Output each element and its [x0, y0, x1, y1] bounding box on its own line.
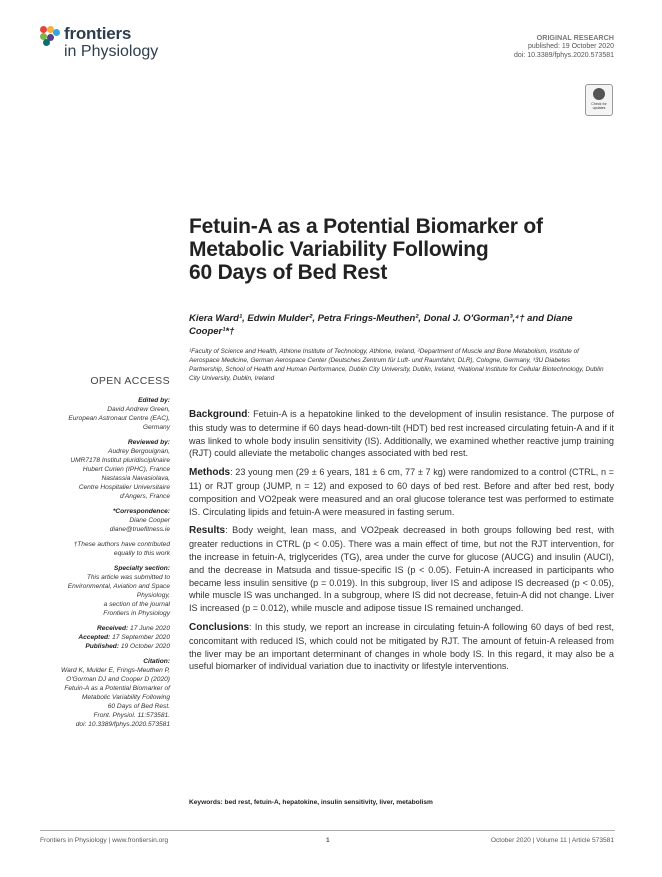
footer-journal-link[interactable]: Frontiers in Physiology | www.frontiersin.org — [40, 837, 169, 844]
results-text: : Body weight, lean mass, and VO2peak decreased in both groups following bed rest, with greater reductions in CTRL (p < 0.05). There was a main effect of time, but not the RJT intervention, for the increase in fetuin-A, triglycerides (TG), area under the curve for glucose (AUCG) and insulin (AUCI), and the decrease in Matsuda and tissue-specific IS (p < 0.05). Fetuin-A increased in participants who became less insulin sensitive (p = 0.019). In this subgroup, liver IS and adipose IS decreased (p < 0.05), while muscle IS was unchanged. In a subgroup, where IS did not decrease, fetuin-A did not change. Liver IS increased (p = 0.012), while muscle and adipose tissue IS remained unchanged. — [189, 525, 614, 614]
editor-line: Germany — [142, 424, 170, 431]
specialty-line: a section of the journal — [103, 601, 170, 608]
specialty-line: Physiology, — [136, 592, 170, 599]
specialty-block — [40, 564, 170, 618]
doi-link[interactable]: doi: 10.3389/fphys.2020.573581 — [513, 52, 614, 59]
specialty-label: Specialty section: — [113, 565, 170, 572]
citation-doi[interactable]: doi: 10.3389/fphys.2020.573581 — [75, 721, 170, 728]
accepted-date — [40, 633, 170, 642]
footer-divider — [40, 830, 615, 831]
keywords: Keywords: bed rest, fetuin-A, hepatokine, insulin sensitivity, liver, metabolism — [189, 799, 433, 806]
conclusions-text: : In this study, we report an increase in circulating fetuin-A following 60 days of bed rest, concomitant with reduced IS, which could not be mitigated by RJT. The amount of fetuin-A released from the liver may be an important determinant of changes in whole body IS. In this regard, it may also be a useful biomarker of individual variation due to inactivity or lifestyle interventions. — [189, 621, 614, 672]
citation-block — [40, 657, 170, 729]
published-value: 19 October 2020 — [120, 643, 170, 650]
reviewer-line: Nastassia Navasiolava, — [101, 475, 170, 482]
author-list: Kiera Ward¹, Edwin Mulder², Petra Frings-Meuthen², Donal J. O'Gorman³,⁴† and Diane Cooper¹*† — [189, 313, 573, 337]
accepted-label: Accepted: — [78, 634, 111, 641]
article-info-sidebar — [40, 396, 170, 735]
title-line: 60 Days of Bed Rest — [189, 261, 388, 284]
published-date: published: 19 October 2020 — [527, 43, 614, 50]
abstract-methods — [189, 466, 614, 518]
citation-line: Front. Physiol. 11:573581. — [93, 712, 170, 719]
affiliations: ¹Faculty of Science and Health, Athlone Institute of Technology, Athlone, Ireland, ²Department of Muscle and Bone Metabolism, Institute of Aerospace Medicine, German Aerospace Center (Deutsches Zentrum für Luft- und Raumfahrt, DLR), Cologne, Germany, ³3U Diabetes Partnership, School of Health and Human Performance, Dublin City University, Dublin, Ireland, ⁴National Institute for Cellular Biotechnology, Dublin City University, Dublin, Ireland — [189, 348, 604, 382]
citation-line: O'Gorman DJ and Cooper D (2020) — [66, 676, 170, 683]
note-line: †These authors have contributed — [73, 541, 170, 548]
note-line: equally to this work — [113, 550, 170, 557]
check-updates-label: Check for updates — [591, 102, 607, 110]
journal-name: in Physiology — [64, 43, 159, 60]
reviewer-line: Centre Hospitalier Universitaire — [78, 484, 170, 491]
reviewer-line: UMR7178 Institut pluridisciplinaire — [70, 457, 170, 464]
reviewer-line: d'Angers, France — [119, 493, 170, 500]
title-line: Fetuin-A as a Potential Biomarker of — [189, 215, 543, 238]
update-badge-icon — [593, 88, 605, 100]
correspondent-name: Diane Cooper — [129, 517, 170, 524]
article-header — [514, 33, 614, 60]
brand-name: frontiers — [64, 24, 132, 43]
page-number: 1 — [326, 837, 330, 844]
background-text: : Fetuin-A is a hepatokine linked to the development of insulin resistance. The purpose of this study was to determine if 60 days head-down-tilt (HDT) bed rest increased circulating fetuin-A and if it was linked to whole body insulin sensitivity (IS). Additionally, we examined whether reactive jump training (RJT) could alleviate the metabolic changes associated with bed rest. — [189, 409, 614, 459]
citation-line: Ward K, Mulder E, Frings-Meuthen P, — [61, 667, 170, 674]
results-heading: Results — [189, 525, 226, 537]
background-heading: Background — [189, 409, 248, 420]
article-title — [189, 215, 629, 284]
check-for-updates-button[interactable] — [585, 84, 613, 116]
accepted-value: 17 September 2020 — [112, 634, 170, 641]
received-label: Received: — [97, 625, 129, 632]
reviewed-by-label: Reviewed by: — [127, 439, 170, 446]
specialty-line: Environmental, Aviation and Space — [67, 583, 170, 590]
journal-logo[interactable] — [40, 24, 190, 66]
specialty-line: Frontiers in Physiology — [103, 610, 170, 617]
published-label: Published: — [85, 643, 120, 650]
footer-issue-info: October 2020 | Volume 11 | Article 573581 — [490, 837, 614, 844]
edited-by-label: Edited by: — [138, 397, 170, 404]
methods-heading: Methods — [189, 467, 231, 479]
edited-by-block — [40, 396, 170, 432]
reviewer-line: Audrey Bergouignan, — [108, 448, 170, 455]
citation-line: Metabolic Variability Following — [81, 694, 170, 701]
correspondent-email[interactable]: diane@truefitness.ie — [109, 526, 170, 533]
contribution-note — [40, 540, 170, 558]
citation-label: Citation: — [143, 658, 170, 665]
article-type: ORIGINAL RESEARCH — [536, 33, 614, 42]
abstract-conclusions — [189, 621, 614, 673]
editor-line: David Andrew Green, — [107, 406, 170, 413]
open-access-label: OPEN ACCESS — [90, 375, 170, 387]
abstract-results — [189, 524, 614, 615]
abstract-background — [189, 408, 614, 460]
citation-line: Fetuin-A as a Potential Biomarker of — [64, 685, 170, 692]
reviewed-by-block — [40, 438, 170, 501]
conclusions-heading: Conclusions — [189, 621, 250, 633]
received-date — [40, 624, 170, 633]
frontiers-logo-icon — [40, 26, 60, 46]
title-line: Metabolic Variability Following — [189, 238, 489, 261]
editor-line: European Astronaut Centre (EAC), — [68, 415, 170, 422]
citation-line: 60 Days of Bed Rest. — [107, 703, 170, 710]
methods-text: : 23 young men (29 ± 6 years, 181 ± 6 cm, 77 ± 7 kg) were randomized to a control (CTRL, n = 11) or RJT group (JUMP, n = 12) and exposed to 60 days of bed rest. Before and after bed rest, body composition and VO2peak were measured and an oral glucose tolerance test was performed to estimate IS. Circulating lipids and fetuin-A were measured in fasting serum. — [189, 467, 614, 517]
correspondence-label: *Correspondence: — [112, 508, 170, 515]
reviewer-line: Hubert Curien (IPHC), France — [82, 466, 170, 473]
dates-block — [40, 624, 170, 651]
abstract — [189, 408, 614, 679]
published-date-sidebar — [40, 642, 170, 651]
correspondence-block — [40, 507, 170, 534]
specialty-line: This article was submitted to — [86, 574, 170, 581]
received-value: 17 June 2020 — [130, 625, 170, 632]
